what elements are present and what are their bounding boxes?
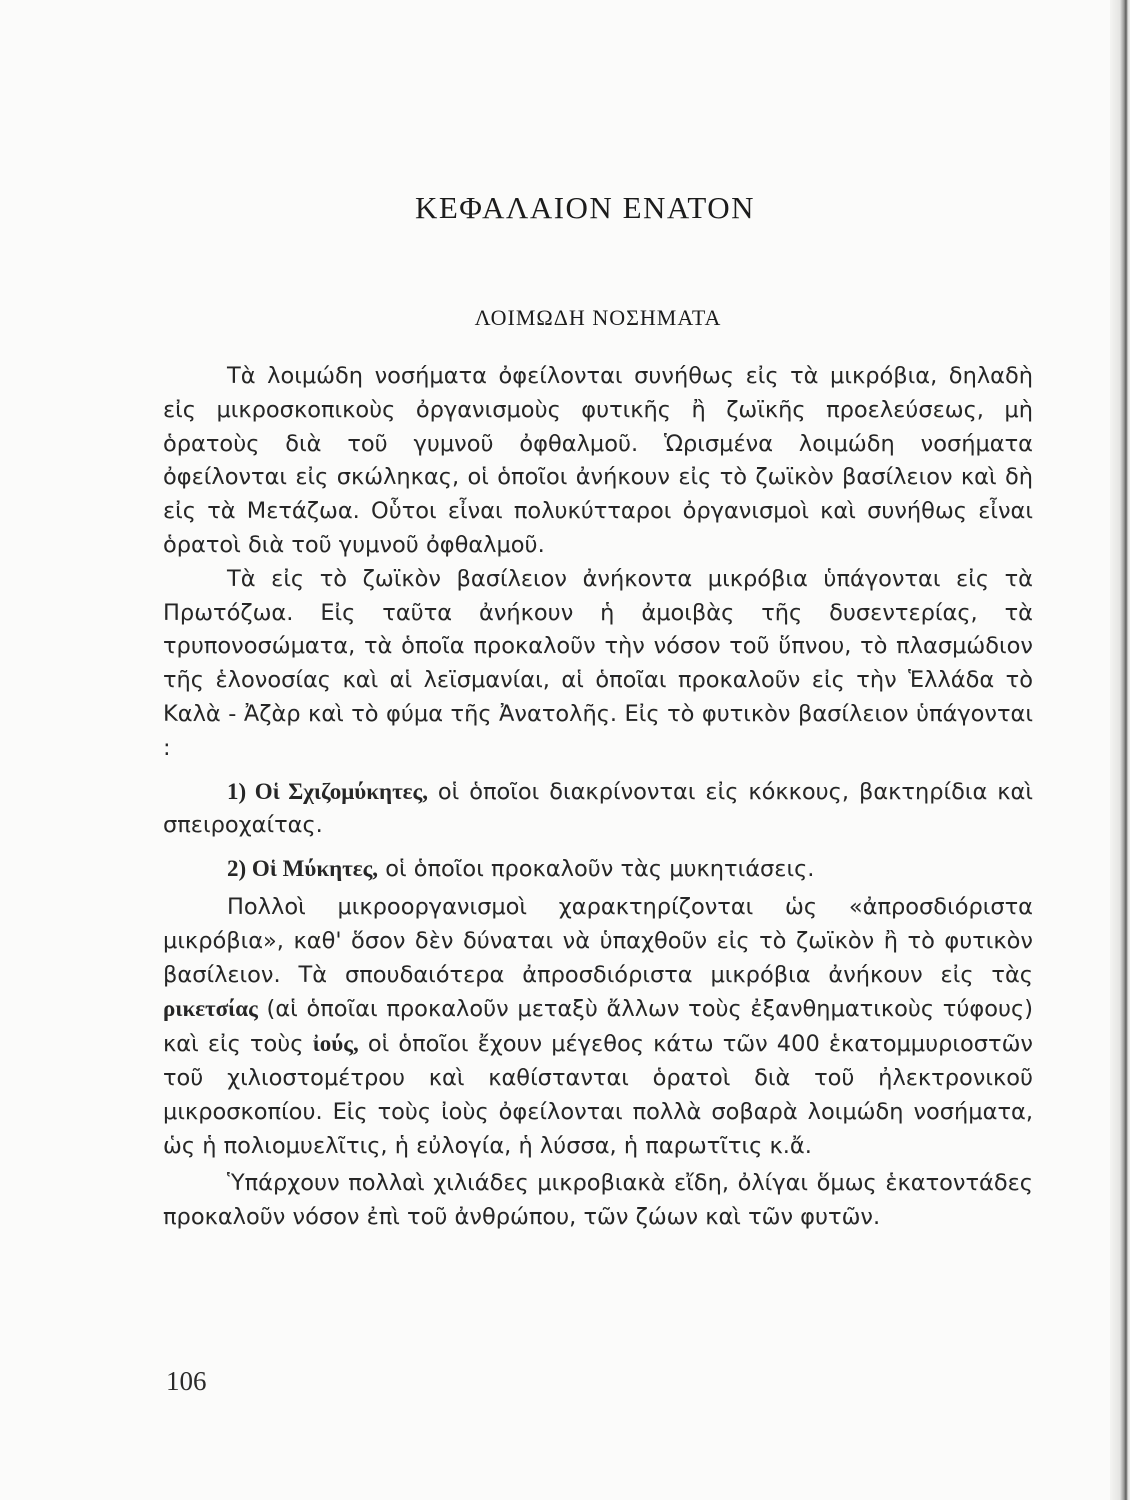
term-viruses: ἰούς, (312, 1031, 359, 1057)
list-item-fungi (163, 852, 1033, 887)
paragraph-protozoa: Τὰ εἰς τὸ ζωϊκὸν βασίλειον ἀνήκοντα μικρόβια ὑπάγονται εἰς τὰ Πρωτόζωα. Εἰς ταῦτα ἀνήκουν ἡ ἀμοιβὰς τῆς δυσεντερίας, τὰ τρυπονοσώματα, τὰ ὁποῖα προκαλοῦν τὴν νόσον τοῦ ὕπνου, τὸ πλασμώδιον τῆς ἑλονοσίας καὶ αἱ λεϊσμανίαι, αἱ ὁποῖαι προκαλοῦν εἰς τὴν Ἑλλάδα τὸ Καλὰ - Ἀζὰρ καὶ τὸ φύμα τῆς Ἀνατολῆς. Εἰς τὸ φυτικὸν βασίλειον ὑπάγονται : (163, 565, 1033, 761)
list-item-label: 1) Οἱ Σχιζομύκητες, (227, 778, 428, 804)
list-item-schizomycetes (163, 775, 1033, 844)
list-item-label: 2) Οἱ Μύκητες, (227, 856, 379, 882)
paragraph-microbial-species: Ὑπάρχουν πολλαὶ χιλιάδες μικροβιακὰ εἴδη, ὀλίγαι ὅμως ἑκατοντάδες προκαλοῦν νόσον ἐπὶ τοῦ ἀνθρώπου, τῶν ζώων καὶ τῶν φυτῶν. (163, 1170, 1033, 1231)
section-title: ΛΟΙΜΩΔΗ ΝΟΣΗΜΑΤΑ (474, 305, 722, 330)
body-text (163, 360, 1033, 1235)
paragraph-microbes-intro: Τὰ λοιμώδη νοσήματα ὀφείλονται συνήθως εἰς τὰ μικρόβια, δηλαδὴ εἰς μικροσκοπικοὺς ὀργανισμοὺς φυτικῆς ἢ ζωϊκῆς προελεύσεως, μὴ ὁρατοὺς διὰ τοῦ γυμνοῦ ὀφθαλμοῦ. Ὡρισμένα λοιμώδη νοσήματα ὀφείλονται εἰς σκώληκας, οἱ ὁποῖοι ἀνήκουν εἰς τὸ ζωϊκὸν βασίλειον καὶ δὴ εἰς τὰ Μετάζωα. Οὗτοι εἶναι πολυκύτταροι ὀργανισμοὶ καὶ συνήθως εἶναι ὁρατοὶ διὰ τοῦ γυμνοῦ ὀφθαλμοῦ. (163, 363, 1033, 558)
paragraph-undetermined-microbes (163, 891, 1033, 1163)
list-item-text: οἱ ὁποῖοι διακρίνονται εἰς κόκκους, βακτηρίδια καὶ σπειροχαίτας. (163, 778, 1033, 839)
text-run: Πολλοὶ μικροοργανισμοὶ χαρακτηρίζονται ὡς «ἀπροσδιόριστα μικρόβια», καθ' ὅσον δὲν δύναται νὰ ὑπαχθοῦν εἰς τὸ ζωϊκὸν ἢ τὸ φυτικὸν βασίλειον. Τὰ σπουδαιότερα ἀπροσδιόριστα μικρόβια ἀνήκουν εἰς τὰς (163, 893, 1033, 988)
term-rickettsia: ρικετσίας (163, 996, 258, 1022)
text-run: οἱ ὁποῖοι ἔχουν μέγεθος κάτω τῶν 400 ἑκατομμυριοστῶν τοῦ χιλιοστομέτρου καὶ καθίστανται ὁρατοὶ διὰ τοῦ ἠλεκτρονικοῦ μικροσκοπίου. Εἰς τοὺς ἰοὺς ὀφείλονται πολλὰ σοβαρὰ λοιμώδη νοσήματα, ὡς ἡ πολιομυελῖτις, ἡ εὐλογία, ἡ λύσσα, ἡ παρωτῖτις κ.ἄ. (163, 1031, 1033, 1159)
list-item-text: οἱ ὁποῖοι προκαλοῦν τὰς μυκητιάσεις. (378, 856, 815, 883)
chapter-title: ΚΕΦΑΛΑΙΟΝ ΕΝΑΤΟΝ (414, 190, 756, 225)
text-run: (αἱ ὁποῖαι προκαλοῦν μεταξὺ ἄλλων τοὺς ἐξανθηματικοὺς τύφους) καὶ εἰς τοὺς (163, 996, 1033, 1058)
page-number: 106 (166, 1366, 207, 1396)
